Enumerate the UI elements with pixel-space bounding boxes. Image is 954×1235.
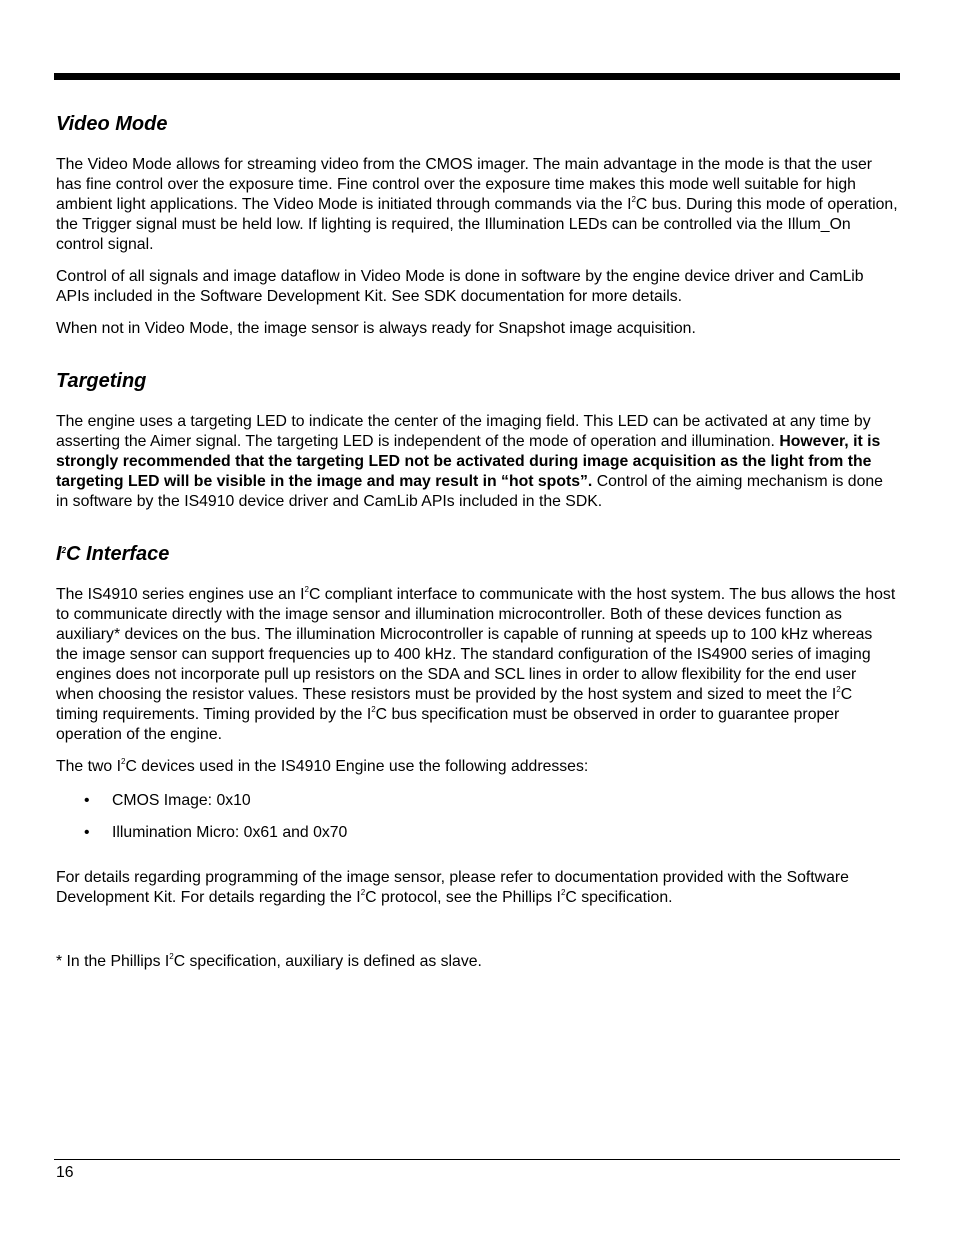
video-paragraph-1: The Video Mode allows for streaming video from the CMOS imager. The main advantage in the mode is that the user has fine control over the exposure time. Fine control over the exposure time makes this mode well suitable for high ambient light applications. The Video Mode is initiated through commands via the $I^2C$ bus. During this mode of operation, the Trigger signal must be held low. If lighting is required, the Illumination LEDs can be controlled via the Illum_On control signal. [56, 156, 898, 253]
bullet-icon: • [84, 824, 90, 841]
heading-i2c-interface: $I^2C$ Interface [56, 543, 170, 565]
header-rule [54, 73, 900, 80]
heading-video-mode: Video Mode [56, 113, 168, 135]
targeting-paragraph: The engine uses a targeting LED to indicate the center of the imaging field. This LED can be activated at any time by asserting the Aimer signal. The targeting LED is independent of the mode of operation and illumination. However, it is strongly recommended that the targeting LED not be activated during image acquisition as the light from the targeting LED will be visible in the image and may result in “hot spots”. Control of the aiming mechanism is done in software by the IS4910 device driver and CamLib APIs included in the SDK. [56, 413, 883, 510]
i2c-paragraph-2: The two $I^2C$ devices used in the IS4910 Engine use the following addresses: [56, 757, 589, 775]
page-content [56, 108, 898, 972]
list-item: • CMOS Image: 0x10 [84, 792, 251, 809]
page-number: 16 [56, 1164, 74, 1181]
footer-rule [54, 1159, 900, 1160]
footnote: * In the Phillips $I^2C$ specification, auxiliary is defined as slave. [56, 952, 482, 970]
list-item: • Illumination Micro: 0x61 and 0x70 [84, 824, 348, 841]
bullet-icon: • [84, 792, 90, 809]
i2c-paragraph-3: For details regarding programming of the image sensor, please refer to documentation provided with the Software Development Kit. For details regarding the $I^2C$ protocol, see the Phillips $I^2C$ specification. [56, 869, 849, 906]
video-paragraph-3: When not in Video Mode, the image sensor is always ready for Snapshot image acquisition. [56, 320, 696, 337]
heading-targeting: Targeting [56, 370, 147, 392]
i2c-paragraph-1: The IS4910 series engines use an $I^2C$ compliant interface to communicate with the host system. The bus allows the host to communicate directly with the image sensor and illumination microcontroller. Both of these devices function as auxiliary* devices on the bus. The illumination Microcontroller is capable of running at speeds up to 100 kHz whereas the image sensor can support frequencies up to 400 kHz. The standard configuration of the IS4900 series of imaging engines does not incorporate pull up resistors on the SDA and SCL lines in order to allow flexibility for the end user when choosing the resistor values. These resistors must be provided by the host system and sized to meet the $I^2C$ timing requirements. Timing provided by the $I^2C$ bus specification must be observed in order to guarantee proper operation of the engine. [56, 585, 896, 743]
video-paragraph-2: Control of all signals and image dataflow in Video Mode is done in software by the engine device driver and CamLib APIs included in the Software Development Kit. See SDK documentation for more details. [56, 268, 864, 305]
targeting-warning: However, it is strongly recommended that the targeting LED not be activated during image acquisition as the light from the targeting LED will be visible in the image and may result in “hot spots”. [56, 433, 881, 490]
address-list [56, 791, 898, 843]
